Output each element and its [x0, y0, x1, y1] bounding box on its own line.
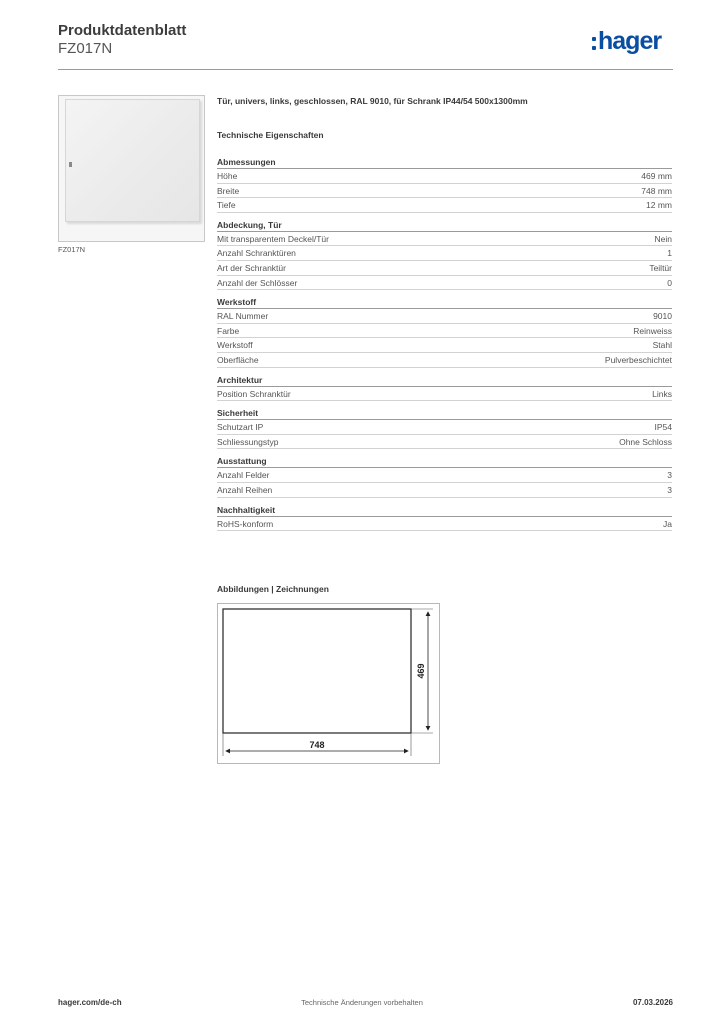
dimension-drawing-svg	[218, 604, 441, 765]
spec-section	[217, 296, 672, 367]
drawings-title: Abbildungen | Zeichnungen	[217, 584, 329, 594]
spec-section	[217, 374, 672, 402]
spec-section	[217, 504, 672, 532]
spec-row	[217, 261, 672, 276]
spec-section	[217, 156, 672, 213]
product-description: Tür, univers, links, geschlossen, RAL 9010, für Schrank IP44/54 500x1300mm	[217, 96, 528, 106]
spec-label: Anzahl der Schlösser	[217, 277, 298, 288]
logo-dots-icon	[592, 37, 596, 50]
spec-label: Schliessungstyp	[217, 436, 279, 447]
spec-label: Position Schranktür	[217, 388, 291, 399]
section-title: Architektur	[217, 374, 672, 387]
spec-row	[217, 232, 672, 247]
header-divider	[58, 69, 673, 70]
spec-row	[217, 420, 672, 435]
specifications	[217, 96, 672, 537]
spec-row	[217, 276, 672, 291]
spec-label: Anzahl Reihen	[217, 484, 273, 495]
spec-section	[217, 455, 672, 497]
spec-value: 748 mm	[641, 185, 672, 196]
spec-label: RAL Nummer	[217, 311, 269, 322]
spec-row	[217, 468, 672, 483]
section-title: Abmessungen	[217, 156, 672, 169]
spec-label: Mit transparentem Deckel/Tür	[217, 233, 329, 244]
spec-label: Farbe	[217, 325, 240, 336]
spec-row	[217, 517, 672, 532]
spec-value: IP54	[654, 422, 672, 433]
spec-row	[217, 483, 672, 498]
spec-row	[217, 169, 672, 184]
section-title: Ausstattung	[217, 455, 672, 468]
logo-text: hager	[598, 26, 662, 55]
spec-value: 3	[667, 470, 672, 481]
spec-label: Breite	[217, 185, 240, 196]
spec-value: Stahl	[652, 340, 672, 351]
spec-row	[217, 353, 672, 368]
spec-row	[217, 309, 672, 324]
width-dimension-label: 748	[309, 740, 325, 750]
spec-value: Nein	[654, 233, 672, 244]
product-code: FZ017N	[58, 40, 113, 57]
door-outline	[223, 609, 411, 733]
door-handle-icon	[69, 162, 72, 167]
spec-value: 12 mm	[646, 200, 672, 211]
spec-section	[217, 407, 672, 449]
spec-value: 469 mm	[641, 171, 672, 181]
spec-label: Anzahl Schranktüren	[217, 248, 296, 259]
spec-value: 3	[667, 484, 672, 495]
spec-section	[217, 219, 672, 290]
spec-value: 0	[667, 277, 672, 288]
spec-row	[217, 246, 672, 261]
footer-notice: Technische Änderungen vorbehalten	[301, 998, 423, 1007]
dimension-drawing	[217, 603, 440, 764]
tech-properties-title: Technische Eigenschaften	[217, 130, 324, 140]
product-image-caption: FZ017N	[58, 245, 86, 254]
spec-value: Ohne Schloss	[619, 436, 672, 447]
page-title: Produktdatenblatt	[58, 22, 187, 39]
spec-row	[217, 338, 672, 353]
spec-label: Höhe	[217, 171, 238, 181]
spec-value: 9010	[653, 311, 672, 322]
spec-label: Art der Schranktür	[217, 262, 286, 273]
spec-value: Ja	[663, 518, 672, 529]
spec-row	[217, 198, 672, 213]
spec-label: RoHS-konform	[217, 518, 274, 529]
spec-row	[217, 324, 672, 339]
door-panel-illustration	[65, 99, 200, 222]
footer-date: 07.03.2026	[632, 998, 673, 1007]
spec-value: Teiltür	[649, 262, 672, 273]
hager-logo	[592, 26, 661, 56]
spec-row	[217, 387, 672, 402]
section-title: Abdeckung, Tür	[217, 219, 672, 232]
spec-label: Tiefe	[217, 200, 236, 211]
spec-label: Oberfläche	[217, 354, 259, 365]
footer-website-link[interactable]: hager.com/de-ch	[58, 998, 122, 1007]
spec-value: Pulverbeschichtet	[604, 354, 672, 365]
section-title: Sicherheit	[217, 407, 672, 420]
spec-value: 1	[667, 248, 672, 259]
section-title: Nachhaltigkeit	[217, 504, 672, 517]
product-image	[58, 95, 205, 242]
section-title: Werkstoff	[217, 296, 672, 309]
spec-label: Anzahl Felder	[217, 470, 270, 481]
height-dimension-label: 469	[416, 663, 426, 679]
spec-row	[217, 435, 672, 450]
spec-row	[217, 184, 672, 199]
spec-value: Links	[652, 388, 672, 399]
spec-label: Werkstoff	[217, 340, 253, 351]
spec-value: Reinweiss	[633, 325, 672, 336]
spec-sections	[217, 156, 672, 531]
spec-label: Schutzart IP	[217, 422, 264, 433]
